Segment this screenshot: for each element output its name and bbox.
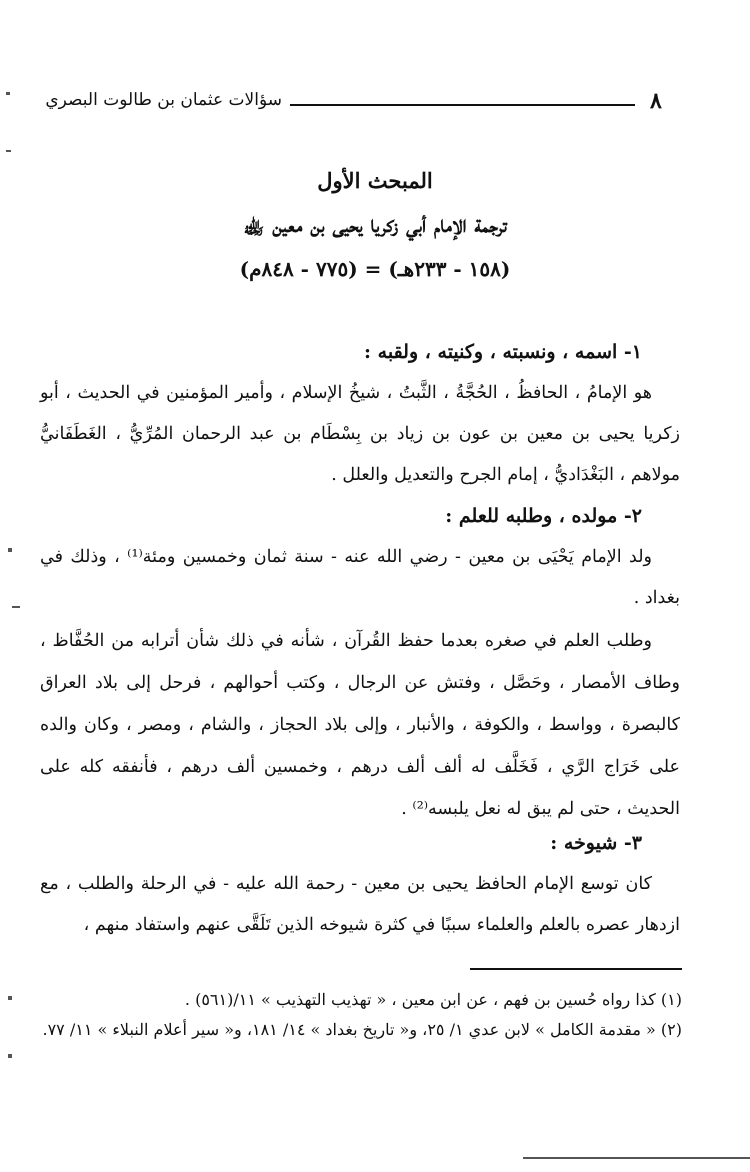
footnote: (١) كذا رواه حُسين بن فهم ، عن ابن معين ، « تهذيب التهذيب » ١١/(٥٦١) . xyxy=(184,990,682,1009)
footnote-rule xyxy=(470,968,682,970)
scan-mark xyxy=(6,150,11,152)
page-number: ٨ xyxy=(650,88,662,114)
chapter-title: ترجمة الإمام أبي زكريا يحيى بن معين ﵀ xyxy=(243,211,507,238)
section-heading: المبحث الأول xyxy=(317,168,433,193)
scan-mark xyxy=(6,92,10,95)
subheading: ٢- مولده ، وطلبه للعلم : xyxy=(445,505,642,527)
paragraph: هو الإمامُ ، الحافظُ ، الحُجَّةُ ، الثَّبتُ ، شيخُ الإسلام ، وأمير المؤمنين في الحديث ، أبو زكريا يحيى بن معين بن عون بن زياد بن بِسْطَام بن عبد الرحمان المُرِّيُّ ، الغَطَفَانيُّ مولاهم ، البَغْدَاديُّ ، إمام الجرح والتعديل والعلل . xyxy=(40,383,680,485)
paragraph: ولد الإمام يَحْيَى بن معين - رضي الله عنه - سنة ثمان وخمسين ومئة⁽¹⁾ ، وذلك في بغداد . xyxy=(40,547,680,608)
scan-mark xyxy=(12,606,20,608)
section-birth-study xyxy=(40,496,680,619)
paragraph: وطلب العلم في صغره بعدما حفظ القُرآن ، شأنه في ذلك شأن أترابه من الحُفَّاظ ، وطاف الأمصار ، وحَصَّل ، وفتش عن الرجال ، وكتب أحوالهم ، فرحل إلى بلاد العراق كالبصرة ، وواسط ، والكوفة ، والأنبار ، وإلى بلاد الحجاز ، والشام ، ومصر ، وكان والده على خَرَاج الرَّي ، فَخَلَّف له ألف ألف درهم ، وخمسين ألف درهم ، فأنفقه كله على الحديث ، حتى لم يبق له نعل يلبسه⁽²⁾ . xyxy=(40,631,680,819)
header-rule xyxy=(290,104,635,106)
scan-mark xyxy=(8,996,12,1000)
running-title: سؤالات عثمان بن طالوت البصري xyxy=(45,90,282,110)
scan-mark xyxy=(8,548,12,552)
subheading: ٣- شيوخه : xyxy=(550,832,642,854)
paragraph: كان توسع الإمام الحافظ يحيى بن معين - رحمة الله عليه - في الرحلة والطلب ، مع ازدهار عصره بالعلم والعلماء سببًا في كثرة شيوخه الذين تَلَقَّى عنهم واستفاد منهم ، xyxy=(40,874,680,935)
section-name-lineage xyxy=(40,332,680,496)
footnotes xyxy=(40,985,682,1045)
scan-bottom-rule xyxy=(523,1157,750,1159)
section-teachers xyxy=(40,823,680,946)
scan-mark xyxy=(8,1054,12,1058)
section-birth-study-cont xyxy=(40,620,680,830)
footnote: (٢) « مقدمة الكامل » لابن عدي ١/ ٢٥، و« تاريخ بغداد » ١٤/ ١٨١، و« سير أعلام النبلاء » ١١/ ٧٧. xyxy=(42,1020,682,1039)
subheading: ١- اسمه ، ونسبته ، وكنيته ، ولقبه : xyxy=(364,341,642,363)
date-range: (١٥٨ - ٢٣٣هـ) = (٧٧٥ - ٨٤٨م) xyxy=(239,257,511,281)
